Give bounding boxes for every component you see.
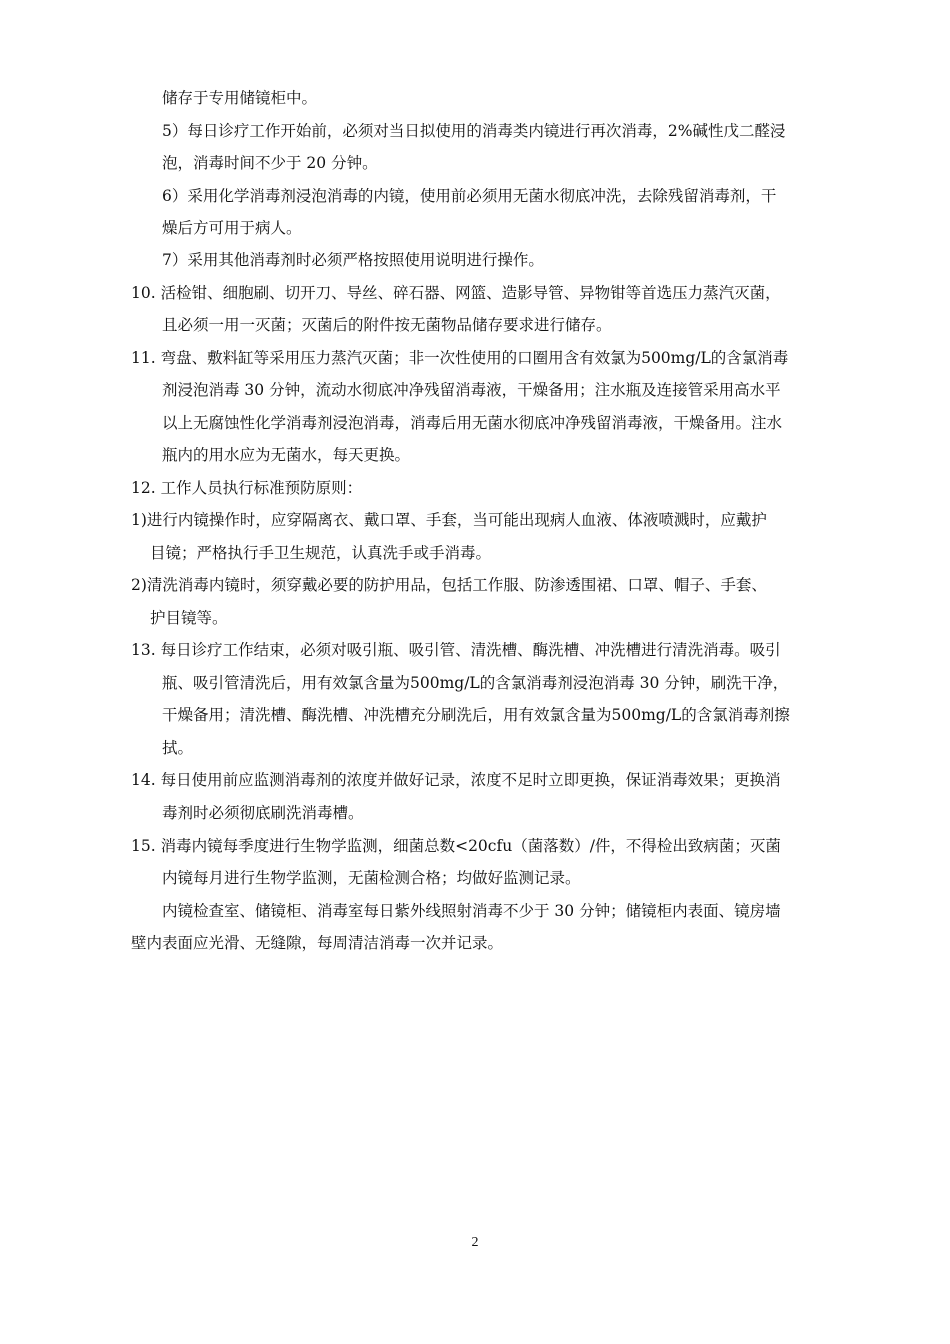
text-line: 12. 工作人员执行标准预防原则： xyxy=(131,479,363,497)
text-line: 5）每日诊疗工作开始前，必须对当日拟使用的消毒类内镜进行再次消毒，2%碱性戊二醛浸 xyxy=(162,122,786,140)
text-line: 护目镜等。 xyxy=(150,609,228,627)
text-line: 燥后方可用于病人。 xyxy=(162,219,302,237)
text-line: 泡，消毒时间不少于 20 分钟。 xyxy=(162,154,378,172)
text-line: 内镜每月进行生物学监测，无菌检测合格；均做好监测记录。 xyxy=(162,869,581,887)
text-line: 以上无腐蚀性化学消毒剂浸泡消毒，消毒后用无菌水彻底冲净残留消毒液，干燥备用。注水 xyxy=(162,414,783,432)
text-line: 目镜；严格执行手卫生规范，认真洗手或手消毒。 xyxy=(150,544,492,562)
text-line: 瓶内的用水应为无菌水，每天更换。 xyxy=(162,446,411,464)
text-line: 储存于专用储镜柜中。 xyxy=(162,89,318,107)
text-line: 拭。 xyxy=(162,739,194,757)
text-line: 瓶、吸引管清洗后，用有效氯含量为500mg/L的含氯消毒剂浸泡消毒 30 分钟，刷洗干净， xyxy=(162,674,789,692)
text-line: 7）采用其他消毒剂时必须严格按照使用说明进行操作。 xyxy=(162,251,544,269)
text-line: 11. 弯盘、敷料缸等采用压力蒸汽灭菌；非一次性使用的口圈用含有效氯为500mg/L的含氯消毒 xyxy=(131,349,789,367)
text-line: 14. 每日使用前应监测消毒剂的浓度并做好记录，浓度不足时立即更换，保证消毒效果；更换消 xyxy=(131,771,781,789)
text-line: 壁内表面应光滑、无缝隙，每周清洁消毒一次并记录。 xyxy=(131,934,504,952)
page-number: 2 xyxy=(471,1235,479,1250)
text-line: 10. 活检钳、细胞刷、切开刀、导丝、碎石器、网篮、造影导管、异物钳等首选压力蒸汽灭菌， xyxy=(131,284,781,302)
text-line: 2)清洗消毒内镜时，须穿戴必要的防护用品，包括工作服、防渗透围裙、口罩、帽子、手套、 xyxy=(131,576,767,594)
text-line: 6）采用化学消毒剂浸泡消毒的内镜，使用前必须用无菌水彻底冲洗，去除残留消毒剂，干 xyxy=(162,187,777,205)
text-line: 毒剂时必须彻底刷洗消毒槽。 xyxy=(162,804,364,822)
text-line: 且必须一用一灭菌；灭菌后的附件按无菌物品储存要求进行储存。 xyxy=(162,316,612,334)
text-line: 1)进行内镜操作时，应穿隔离衣、戴口罩、手套，当可能出现病人血液、体液喷溅时，应戴护 xyxy=(131,511,767,529)
text-line: 内镜检查室、储镜柜、消毒室每日紫外线照射消毒不少于 30 分钟；储镜柜内表面、镜房墙 xyxy=(162,902,781,920)
text-line: 13. 每日诊疗工作结束，必须对吸引瓶、吸引管、清洗槽、酶洗槽、冲洗槽进行清洗消毒。吸引 xyxy=(131,641,781,659)
text-line: 剂浸泡消毒 30 分钟，流动水彻底冲净残留消毒液，干燥备用；注水瓶及连接管采用高水平 xyxy=(162,381,781,399)
text-line: 15. 消毒内镜每季度进行生物学监测，细菌总数<20cfu（菌落数）/件，不得检出致病菌；灭菌 xyxy=(131,837,781,855)
text-line: 干燥备用；清洗槽、酶洗槽、冲洗槽充分刷洗后，用有效氯含量为500mg/L的含氯消毒剂擦 xyxy=(162,706,790,724)
